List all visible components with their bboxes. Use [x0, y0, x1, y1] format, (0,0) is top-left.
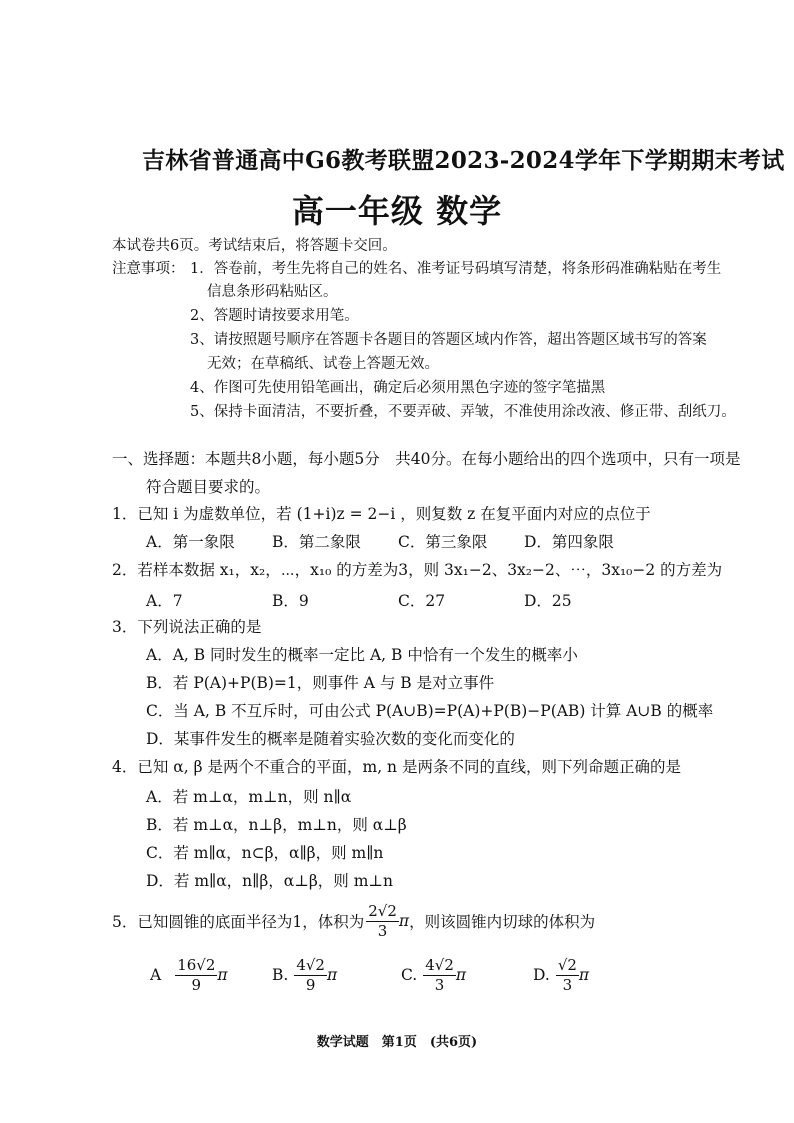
- question-2-option-c: C．27: [398, 592, 446, 610]
- question-4-option-d: D．若 m∥α，n∥β，α⊥β，则 m⊥n: [146, 872, 393, 890]
- notice-label: 注意事项：: [112, 261, 185, 277]
- notice-item-1: 1．答卷前，考生先将自己的姓名、准考证号码填写清楚，将条形码准确粘贴在考生: [190, 261, 722, 277]
- notice-item-3-cont: 无效；在草稿纸、试卷上答题无效。: [207, 356, 439, 372]
- fraction-denominator: 9: [305, 975, 316, 994]
- question-3-option-a: A．A, B 同时发生的概率一定比 A, B 中恰有一个发生的概率小: [146, 646, 578, 664]
- fraction-denominator: 3: [434, 975, 445, 994]
- notice-item-1-cont: 信息条形码粘贴区。: [207, 284, 338, 300]
- notice-item-2: 2、答题时请按要求用笔。: [190, 308, 359, 324]
- fraction-numerator: 4√2: [425, 956, 454, 974]
- question-2-stem: 2．若样本数据 x₁，x₂，⋯，x₁₀ 的方差为3，则 3x₁−2、3x₂−2、⋯，3x₁₀−2 的方差为: [112, 561, 723, 579]
- question-1-option-b: B．第二象限: [272, 533, 361, 551]
- question-4-stem: 4．已知 α, β 是两个不重合的平面，m, n 是两条不同的直线，则下列命题正确的是: [112, 758, 681, 776]
- question-5-volume-fraction: [366, 903, 399, 939]
- question-3-option-c: C．当 A, B 不互斥时，可由公式 P(A∪B)=P(A)+P(B)−P(AB) 计算 A∪B 的概率: [146, 702, 714, 720]
- fraction-denominator: 9: [191, 975, 202, 994]
- fraction-numerator: √2: [557, 956, 577, 974]
- page-footer: 数学试题 第1页 (共6页): [316, 1035, 478, 1050]
- notice-item-3: 3、请按照题号顺序在答题卡各题目的答题区域内作答，超出答题区域书写的答案: [190, 332, 707, 348]
- intro-text: 本试卷共6页。考试结束后，将答题卡交回。: [112, 238, 397, 254]
- option-fraction: [175, 957, 217, 993]
- notice-item-5: 5、保持卡面清洁，不要折叠，不要弄破、弄皱，不准使用涂改液、修正带、刮纸刀。: [190, 404, 736, 420]
- question-1-option-a: A．第一象限: [146, 533, 235, 551]
- fraction-denominator: 3: [562, 975, 573, 994]
- question-2-option-a: A．7: [146, 592, 183, 610]
- section-heading: 一、选择题：本题共8小题，每小题5分 共40分。在每小题给出的四个选项中，只有一项是: [112, 450, 741, 468]
- question-5-stem-after: ，则该圆锥内切球的体积为: [409, 913, 596, 931]
- option-letter: D.: [533, 966, 550, 984]
- question-1-stem: 1．已知 i 为虚数单位，若 (1+i)z = 2−i ，则复数 z 在复平面内对应的点位于: [112, 505, 651, 523]
- option-letter: A: [150, 966, 162, 984]
- question-5-option-d: [533, 957, 589, 993]
- fraction-numerator: 16√2: [177, 956, 216, 974]
- option-letter: B.: [272, 966, 289, 984]
- option-letter: C.: [401, 966, 418, 984]
- question-4-option-b: B．若 m⊥α，n⊥β，m⊥n，则 α⊥β: [146, 816, 407, 834]
- question-3-option-b: B．若 P(A)+P(B)=1，则事件 A 与 B 是对立事件: [146, 674, 495, 692]
- fraction-numerator: 4√2: [296, 956, 325, 974]
- question-5-stem-before: 5．已知圆锥的底面半径为1，体积为: [112, 913, 365, 931]
- option-fraction: [423, 957, 456, 993]
- fraction-denominator: 3: [377, 921, 388, 940]
- section-heading-cont: 符合题目要求的。: [146, 478, 271, 496]
- pi-symbol: π: [398, 912, 410, 930]
- question-5-stem: [112, 903, 595, 939]
- fraction-numerator: 2√2: [368, 902, 397, 920]
- option-fraction: [294, 957, 327, 993]
- question-1-option-c: C．第三象限: [398, 533, 488, 551]
- question-1-option-d: D．第四象限: [524, 533, 614, 551]
- question-4-option-c: C．若 m∥α，n⊂β，α∥β，则 m∥n: [146, 844, 384, 862]
- question-5-option-a: [150, 957, 228, 993]
- question-3-option-d: D．某事件发生的概率是随着实验次数的变化而变化的: [146, 730, 515, 748]
- question-3-stem: 3．下列说法正确的是: [112, 618, 262, 636]
- exam-subtitle: 高一年级 数学: [291, 192, 503, 230]
- option-fraction: [556, 957, 579, 993]
- pi-symbol: π: [455, 966, 467, 984]
- question-5-option-c: [401, 957, 466, 993]
- question-2-option-d: D．25: [524, 592, 572, 610]
- exam-title: 吉林省普通高中G6教考联盟2023-2024学年下学期期末考试: [142, 147, 785, 174]
- pi-symbol: π: [217, 966, 228, 984]
- notice-item-4: 4、作图可先使用铅笔画出，确定后必须用黑色字迹的签字笔描黑: [190, 380, 606, 396]
- question-4-option-a: A．若 m⊥α，m⊥n，则 n∥α: [146, 788, 352, 806]
- pi-symbol: π: [326, 966, 338, 984]
- pi-symbol: π: [578, 966, 590, 984]
- question-2-option-b: B．9: [272, 592, 309, 610]
- question-5-option-b: [272, 957, 337, 993]
